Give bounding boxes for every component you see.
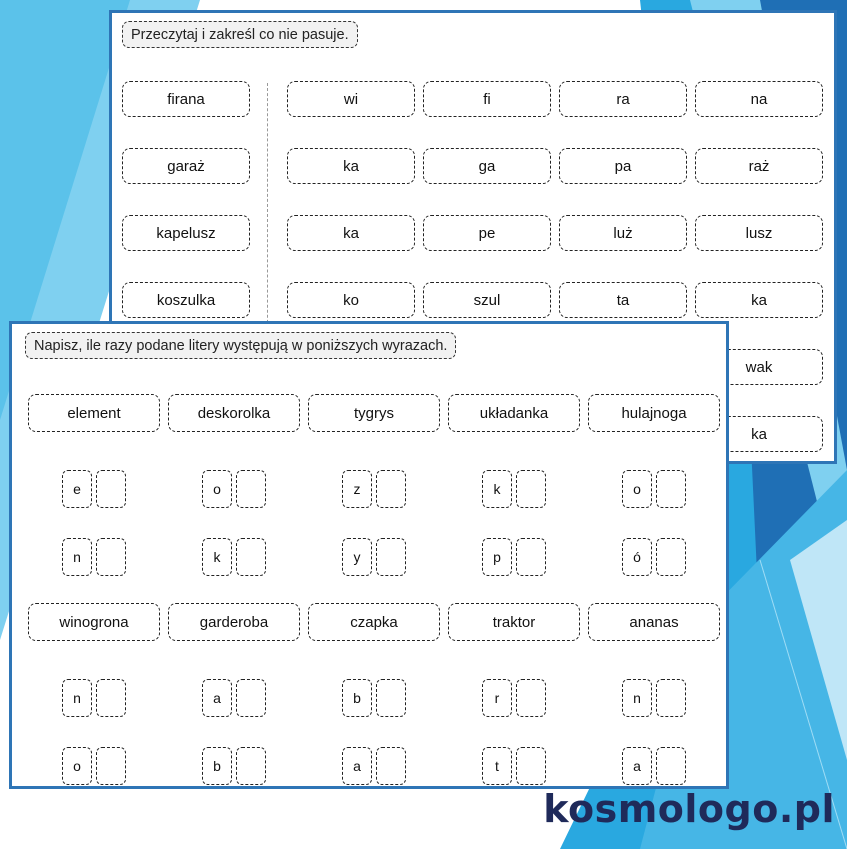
syllable-option[interactable]: wi <box>287 81 415 117</box>
letter-box: o <box>622 470 652 508</box>
letter-box: n <box>622 679 652 717</box>
answer-box[interactable] <box>236 747 266 785</box>
answer-box[interactable] <box>376 679 406 717</box>
word-box: hulajnoga <box>588 394 720 432</box>
syllable-option[interactable]: ka <box>695 282 823 318</box>
instruction-count-letters: Napisz, ile razy podane litery występują w poniższych wyrazach. <box>25 332 456 359</box>
word-box: czapka <box>308 603 440 641</box>
syllable-option[interactable]: lusz <box>695 215 823 251</box>
syllable-option[interactable]: szul <box>423 282 551 318</box>
answer-box[interactable] <box>376 747 406 785</box>
answer-box[interactable] <box>656 747 686 785</box>
letter-box: b <box>202 747 232 785</box>
letter-box: a <box>342 747 372 785</box>
syllable-option[interactable]: ko <box>287 282 415 318</box>
syllable-option[interactable]: ka <box>287 148 415 184</box>
answer-box[interactable] <box>516 538 546 576</box>
answer-box[interactable] <box>376 538 406 576</box>
letter-box: a <box>202 679 232 717</box>
syllable-option[interactable]: ka <box>287 215 415 251</box>
syllable-option[interactable]: ra <box>559 81 687 117</box>
target-word: garaż <box>122 148 250 184</box>
target-word: firana <box>122 81 250 117</box>
word-box: garderoba <box>168 603 300 641</box>
answer-box[interactable] <box>516 679 546 717</box>
letter-box: k <box>202 538 232 576</box>
answer-box[interactable] <box>516 747 546 785</box>
separator-line <box>267 83 268 343</box>
answer-box[interactable] <box>656 470 686 508</box>
syllable-option[interactable]: raż <box>695 148 823 184</box>
syllable-option[interactable]: luż <box>559 215 687 251</box>
word-box: element <box>28 394 160 432</box>
syllable-option[interactable]: fi <box>423 81 551 117</box>
syllable-option[interactable]: ga <box>423 148 551 184</box>
syllable-option[interactable]: wak <box>695 349 823 385</box>
letter-box: k <box>482 470 512 508</box>
letter-box: z <box>342 470 372 508</box>
answer-box[interactable] <box>96 470 126 508</box>
syllable-option[interactable]: ka <box>695 416 823 452</box>
word-box: tygrys <box>308 394 440 432</box>
word-box: traktor <box>448 603 580 641</box>
letter-box: p <box>482 538 512 576</box>
letter-box: ó <box>622 538 652 576</box>
word-box: ananas <box>588 603 720 641</box>
letter-box: r <box>482 679 512 717</box>
answer-box[interactable] <box>96 747 126 785</box>
word-box: deskorolka <box>168 394 300 432</box>
word-box: układanka <box>448 394 580 432</box>
answer-box[interactable] <box>236 470 266 508</box>
answer-box[interactable] <box>656 538 686 576</box>
letter-box: e <box>62 470 92 508</box>
target-word: kapelusz <box>122 215 250 251</box>
answer-box[interactable] <box>516 470 546 508</box>
answer-box[interactable] <box>236 538 266 576</box>
letter-box: o <box>62 747 92 785</box>
target-word: koszulka <box>122 282 250 318</box>
letter-box: t <box>482 747 512 785</box>
syllable-option[interactable]: na <box>695 81 823 117</box>
worksheet-letter-count <box>9 321 729 789</box>
letter-box: a <box>622 747 652 785</box>
logo-text: kosmologo.pl <box>543 787 835 831</box>
answer-box[interactable] <box>236 679 266 717</box>
letter-box: b <box>342 679 372 717</box>
answer-box[interactable] <box>376 470 406 508</box>
syllable-option[interactable]: ta <box>559 282 687 318</box>
letter-box: y <box>342 538 372 576</box>
word-box: winogrona <box>28 603 160 641</box>
syllable-option[interactable]: pe <box>423 215 551 251</box>
answer-box[interactable] <box>96 538 126 576</box>
answer-box[interactable] <box>96 679 126 717</box>
answer-box[interactable] <box>656 679 686 717</box>
letter-box: o <box>202 470 232 508</box>
letter-box: n <box>62 538 92 576</box>
letter-box: n <box>62 679 92 717</box>
syllable-option[interactable]: pa <box>559 148 687 184</box>
instruction-circle-odd: Przeczytaj i zakreśl co nie pasuje. <box>122 21 358 48</box>
